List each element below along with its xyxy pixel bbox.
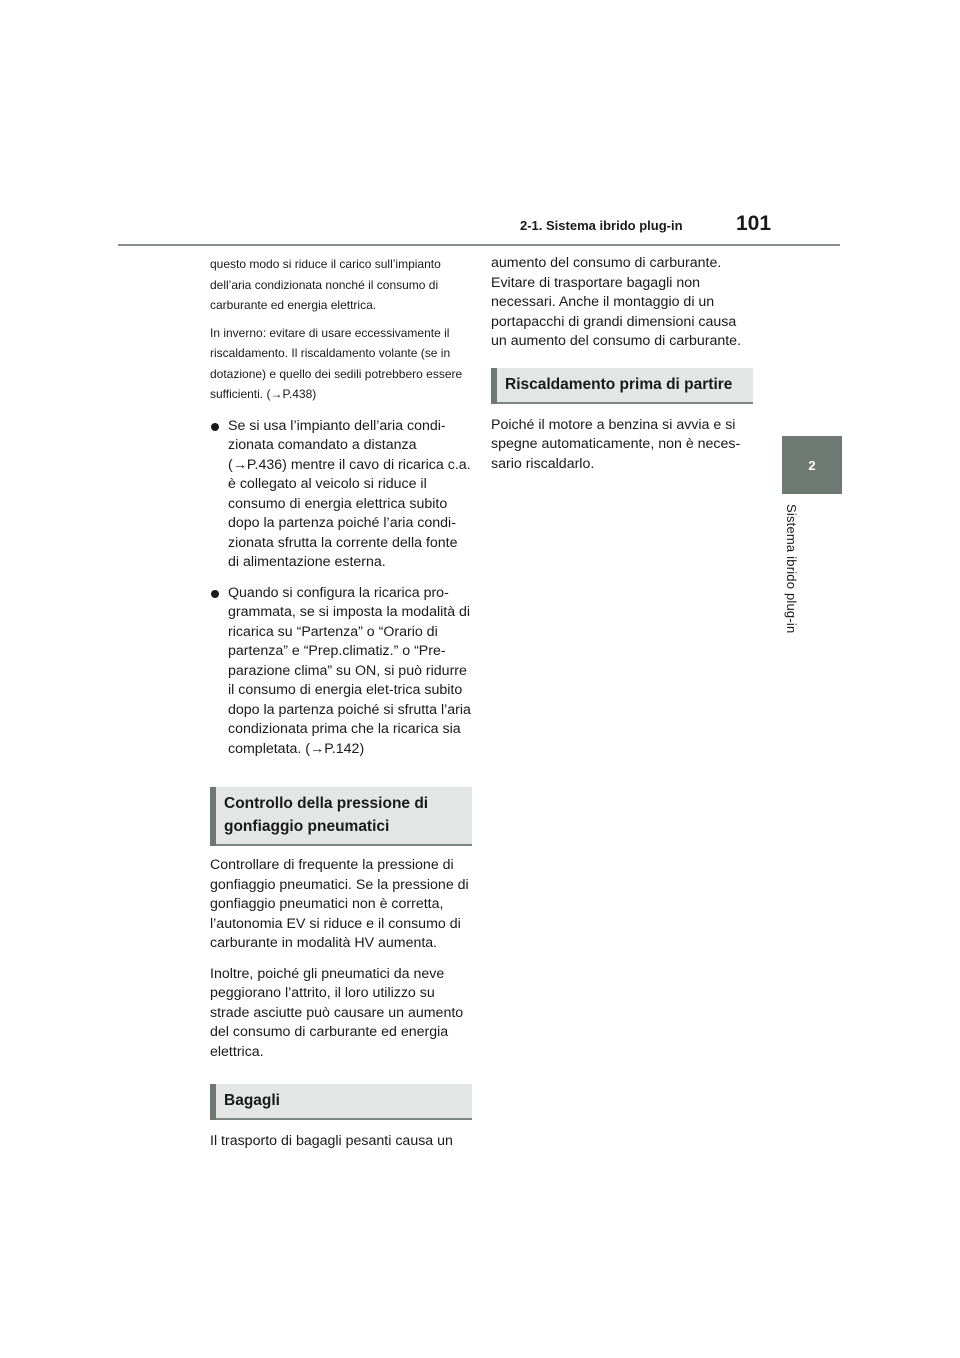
luggage-paragraph-continued: aumento del consumo di carburante. Evitare di trasportare bagagli non necessari. Anche il montaggio di un portapacchi di grandi dimensioni causa un aumento del consumo di carburante. (491, 255, 742, 349)
chapter-tab[interactable] (782, 436, 842, 494)
heading-tyre-pressure (210, 787, 472, 846)
tyres-paragraph-2: Inoltre, poiché gli pneumatici da neve peggiorano l’attrito, il loro utilizzo su strade asciutte può causare un aumento del consumo di carburante ed energia elettrica. (210, 965, 464, 1060)
bullet-item-scheduled-charge (210, 584, 472, 760)
note-paragraph-2: In inverno: evitare di usare eccessivamente il riscaldamento. Il riscaldamento volante (se in dotazione) e quello dei sedili potrebbero essere sufficienti. (→P.438) (210, 325, 463, 401)
bullet-item-remote-ac (210, 417, 472, 573)
heading-text: Controllo della pressione di gonfiaggio pneumatici (224, 795, 429, 835)
heading-text: Riscaldamento prima di partire (505, 375, 733, 393)
header-rule (118, 244, 840, 246)
bullet-text: Se si usa l’impianto dell’aria condi-zionata comandato a distanza (→P.436) mentre il cavo di ricarica c.a. è collegato al veicolo si riduce il consumo di energia elettrica subito dopo la partenza poiché l’aria condi-zionata sfrutta la corrente della fonte di alimentazione esterna. (228, 417, 471, 570)
bullet-text: Quando si configura la ricarica pro-grammata, se si imposta la modalità di ricarica su “Partenza” o “Orario di partenza” e “Prep.climatiz.” o “Pre-parazione clima” su ON, si può ridurre il consumo di energia elet-trica subito dopo la partenza poiché si sfrutta l’aria condizionata prima che la ricarica sia completata. (→P.142) (228, 584, 471, 757)
bullet-dot-icon (211, 590, 219, 598)
warm-up-paragraph: Poiché il motore a benzina si avvia e si spegne automaticamente, non è neces-sario riscaldarlo. (491, 416, 741, 472)
bullet-dot-icon (211, 423, 219, 431)
section-label: 2-1. Sistema ibrido plug-in (520, 218, 683, 233)
heading-text: Bagagli (224, 1092, 280, 1109)
note-paragraph-1: questo modo si riduce il carico sull’impianto dell’aria condizionata nonché il consumo di carburante ed energia elettrica. (210, 257, 441, 312)
heading-luggage (210, 1084, 472, 1120)
luggage-paragraph: Il trasporto di bagagli pesanti causa un (210, 1133, 453, 1149)
right-column (491, 254, 753, 485)
tyres-paragraph-1: Controllare di frequente la pressione di gonfiaggio pneumatici. Se la pressione di gonfiaggio pneumatici non è corretta, l’autonomia EV si riduce e il consumo di carburante in modalità HV aumenta. (210, 857, 469, 951)
page-number: 101 (736, 212, 772, 235)
chapter-label: Sistema ibrido plug-in (784, 504, 799, 634)
left-column (210, 254, 472, 1163)
heading-warm-up (491, 368, 753, 404)
chapter-number: 2 (808, 457, 816, 473)
